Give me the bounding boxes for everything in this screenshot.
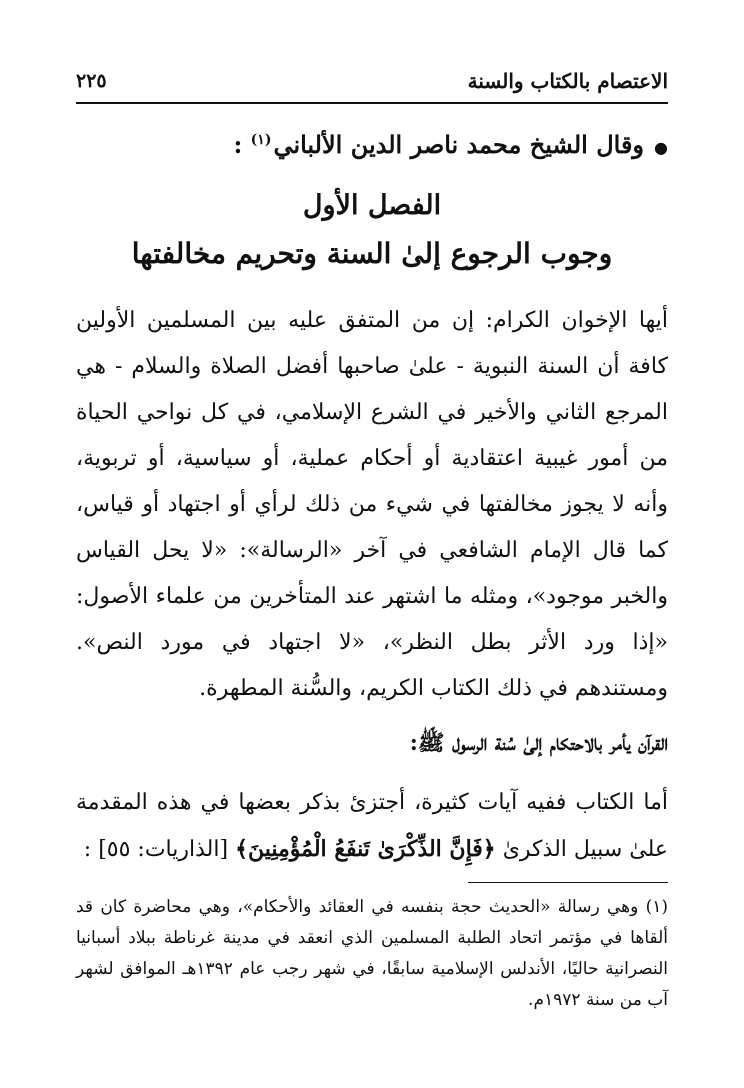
body-paragraph-2 bbox=[76, 780, 668, 873]
quran-verse: ﴿فَإِنَّ الذِّكْرَىٰ تَنفَعُ الْمُؤْمِنِينَ﴾ bbox=[235, 836, 496, 862]
page-number: ٢٢٥ bbox=[76, 70, 107, 92]
intro-suffix: : bbox=[233, 130, 243, 159]
body-paragraph: أيها الإخوان الكرام: إن من المتفق عليه بين المسلمين الأولين كافة أن السنة النبوية - علىٰ صاحبها أفضل الصلاة والسلام - هي المرجع الثاني والأخير في الشرع الإسلامي، في كل نواحي الحياة من أمور غيبية اعتقادية أو أحكام عملية، أو سياسية، أو تربوية، وأنه لا يجوز مخالفتها في شيء من ذلك لرأي أو اجتهاد أو قياس، كما قال الإمام الشافعي في آخر «الرسالة»: «لا يحل القياس والخبر موجود»، ومثله ما اشتهر عند المتأخرين من علماء الأصول: «إذا ورد الأثر بطل النظر»، «لا اجتهاد في مورد النص». ومستندهم في ذلك الكتاب الكريم، والسُّنة المطهرة. bbox=[76, 308, 668, 701]
footnotes bbox=[76, 892, 668, 1016]
body-paragraph-2-text: أما الكتاب ففيه آيات كثيرة، أجتزئ بذكر بعضها في هذه المقدمة علىٰ سبيل الذكرىٰ bbox=[76, 790, 668, 862]
section-heading: القرآن يأمر بالاحتكام إلىٰ سُنة الرسول ﷺ: bbox=[409, 730, 668, 756]
footnote-reference: (١) bbox=[250, 132, 272, 148]
running-title: الاعتصام بالكتاب والسنة bbox=[467, 69, 668, 93]
chapter-title: الفصل الأول bbox=[302, 190, 442, 221]
footnote-marker: (١) bbox=[645, 897, 669, 917]
footnote-divider bbox=[468, 882, 668, 883]
page-header bbox=[76, 66, 668, 104]
footnote-item bbox=[76, 892, 668, 1016]
intro-line bbox=[76, 128, 668, 162]
footnote-text: وهي رسالة «الحديث حجة بنفسه في العقائد والأحكام»، وهي محاضرة كان قد ألقاها في مؤتمر اتحاد الطلبة المسلمين الذي انعقد في مدينة غرناطة ببلاد أسبانيا النصرانية حاليًا، الأندلس الإسلامية سابقًا، في شهر رجب عام ١٣٩٢هـ الموافق لشهر آب من سنة ١٩٧٢م. bbox=[76, 897, 668, 1010]
chapter-subtitle: وجوب الرجوع إلىٰ السنة وتحريم مخالفتها bbox=[131, 237, 613, 270]
intro-text: وقال الشيخ محمد ناصر الدين الألباني bbox=[273, 130, 645, 159]
bullet-icon: ● bbox=[654, 138, 668, 157]
verse-citation: [الذاريات: ٥٥] : bbox=[83, 837, 236, 862]
